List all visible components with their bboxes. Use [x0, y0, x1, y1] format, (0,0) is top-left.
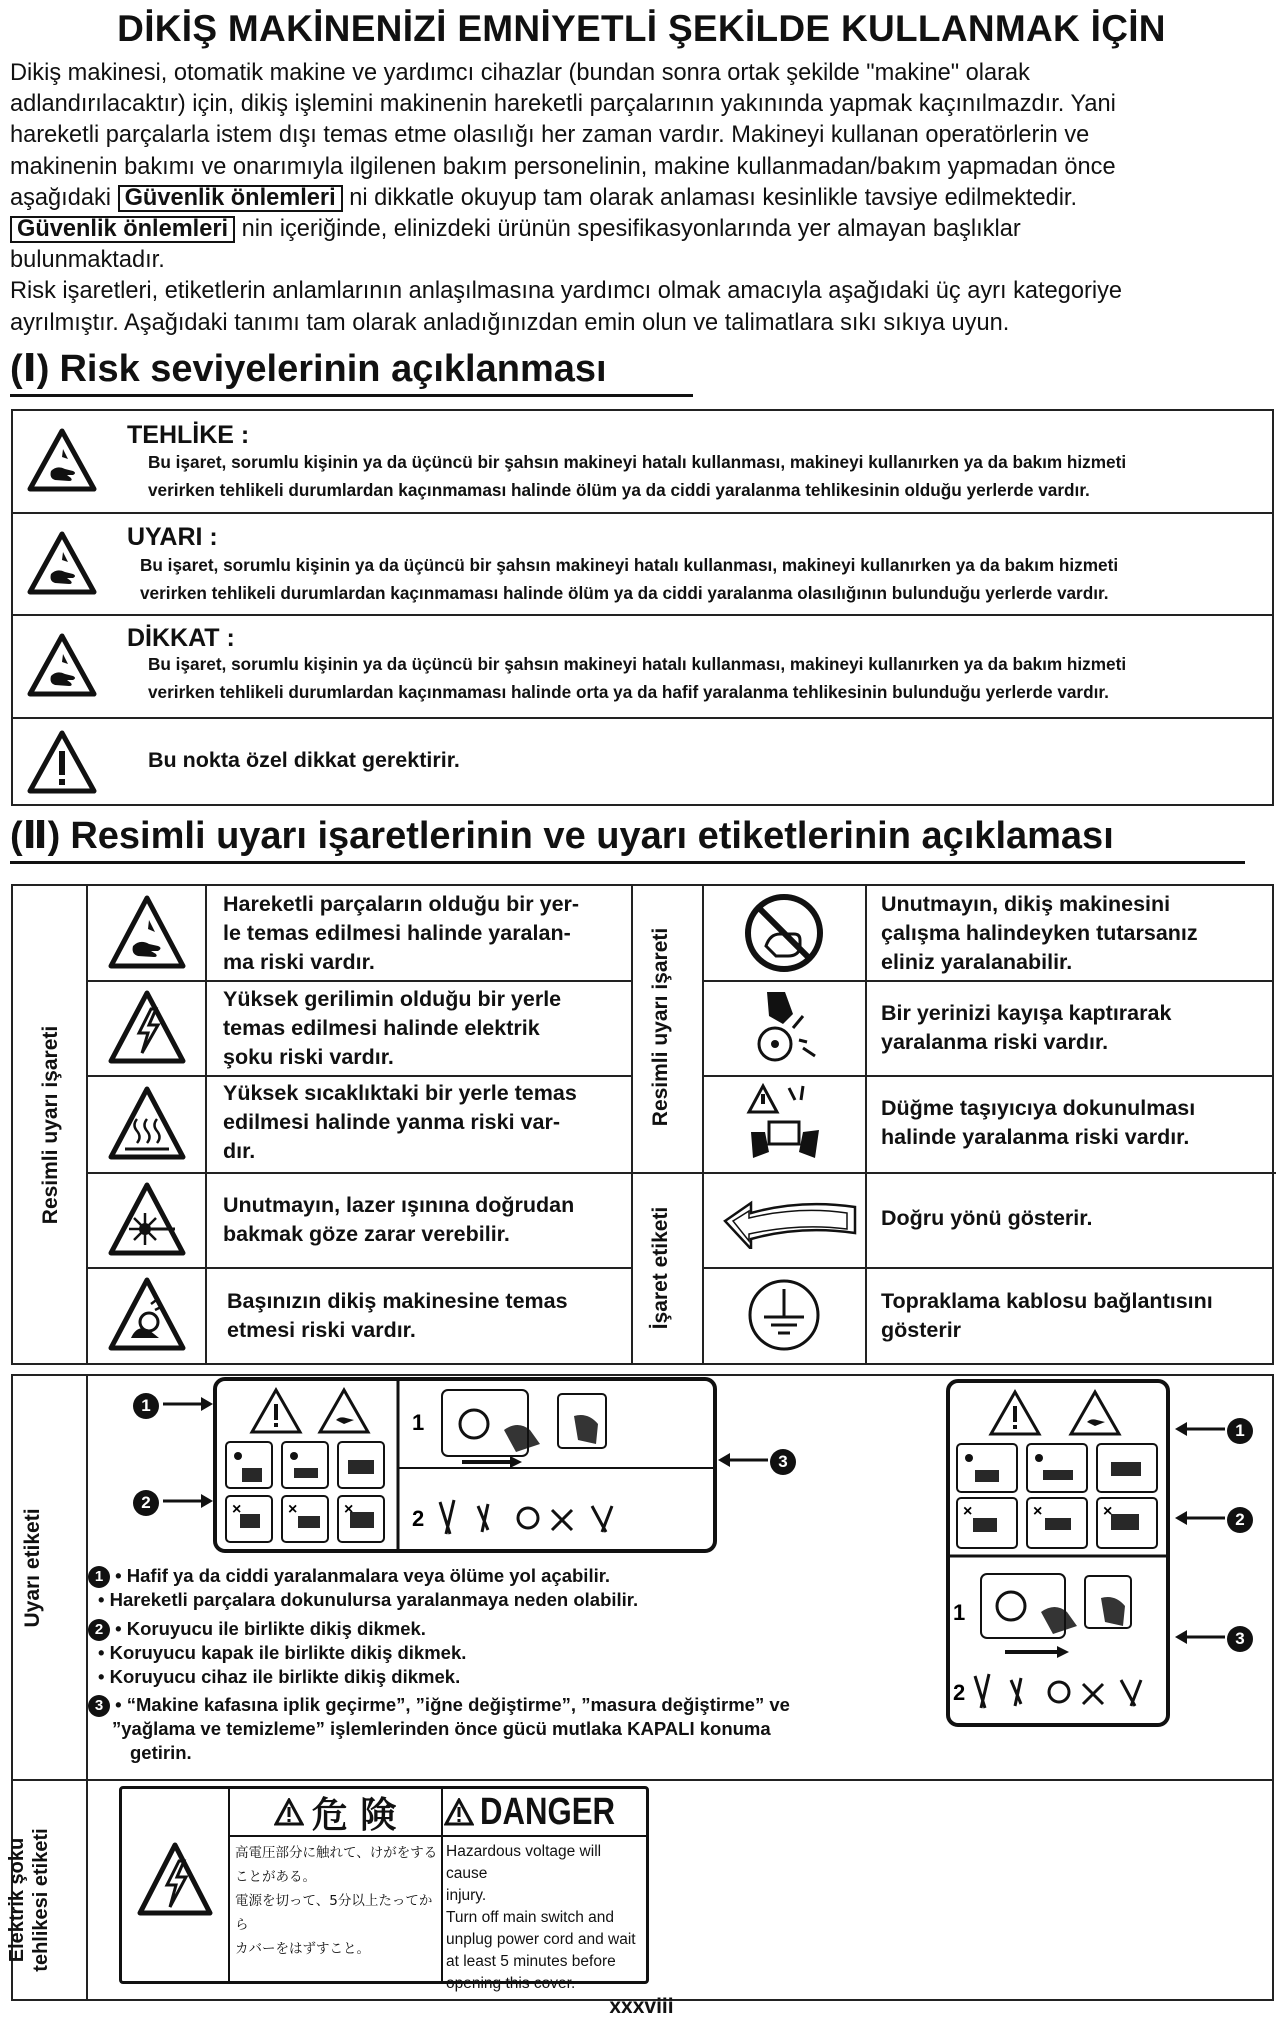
- sign-text-line: yaralanma riski vardır.: [881, 1030, 1109, 1054]
- hot-surface-icon: [107, 1085, 187, 1161]
- warning-label-image-vertical: [945, 1378, 1171, 1728]
- note-3-line-3: getirin.: [130, 1742, 192, 1763]
- risk-text-line: verirken tehlikeli durumlardan kaçınmaması halinde orta ya da hafif yaralanma tehlikesinin bulunduğu yerlerde vardır.: [148, 682, 1109, 702]
- sign-description: [227, 1287, 568, 1345]
- note-2-line-2: • Koruyucu kapak ile birlikte dikiş dikmek.: [98, 1642, 467, 1663]
- risk-text-line: verirken tehlikeli durumlardan kaçınmaması halinde ölüm ya da ciddi yaralanma olasılığının bulunduğu yerlerde vardır.: [140, 583, 1109, 603]
- direction-arrow-icon: [719, 1193, 863, 1249]
- risk-text-line: Bu işaret, sorumlu kişinin ya da üçüncü bir şahsın makineyi hatalı kullanması, makineyi kullanırken ya da bakım hizmeti: [148, 654, 1127, 674]
- intro-text: [10, 58, 1275, 339]
- arrow-left-icon: [1175, 1508, 1225, 1528]
- laser-icon: [107, 1181, 187, 1257]
- sign-text-line: şoku riski vardır.: [223, 1045, 394, 1069]
- arrow-right-icon: [163, 1394, 213, 1414]
- intro-line: ayrılmıştır. Aşağıdaki tanımı tam olarak anladığınızdan emin olun ve talimatlara sıkı sıkıya uyun.: [10, 309, 1010, 336]
- jp-text-line: カバーをはずすこと。: [235, 1941, 370, 1957]
- risk-level-heading: DİKKAT :: [127, 624, 235, 652]
- note-text: • Koruyucu ile birlikte dikiş dikmek.: [115, 1618, 426, 1639]
- page-number: xxxviii: [609, 1995, 674, 2018]
- no-hand-icon: [742, 892, 826, 974]
- intro-line: adlandırılacaktır) için, dikiş işlemini makinenin hareketli parçalarının yakınında yapmak kaçınılmazdır. Yani: [10, 91, 1116, 118]
- callout-2: [133, 1490, 159, 1516]
- sign-text-line: temas edilmesi halinde elektrik: [223, 1016, 540, 1040]
- sign-text-line: dır.: [223, 1139, 256, 1163]
- section-heading-pictorial-signs: [10, 813, 1114, 858]
- en-text-line: opening this cover.: [446, 1975, 576, 1992]
- callout-number: 3: [770, 1449, 796, 1475]
- en-text-line: at least 5 minutes before: [446, 1953, 616, 1970]
- risk-text-line: Bu işaret, sorumlu kişinin ya da üçüncü bir şahsın makineyi hatalı kullanması, makineyi kullanırken ya da bakım hizmeti: [140, 555, 1119, 575]
- sign-text-line: edilmesi halinde yanma riski var-: [223, 1110, 560, 1134]
- sign-text-line: halinde yaralanma riski vardır.: [881, 1125, 1190, 1149]
- note-number: 3: [88, 1695, 110, 1717]
- sign-text-line: ma riski vardır.: [223, 950, 375, 974]
- shock-label-side-label: [5, 1810, 53, 1990]
- sign-text-line: bakmak göze zarar verebilir.: [223, 1222, 510, 1246]
- sign-text-line: Unutmayın, lazer ışınına doğrudan: [223, 1193, 575, 1217]
- ground-icon: [746, 1277, 822, 1353]
- sign-description: [881, 1204, 1092, 1233]
- note-text: • Hafif ya da ciddi yaralanmalara veya ölüme yol açabilir.: [115, 1565, 611, 1586]
- intro-line: [10, 214, 1275, 245]
- shock-label-japanese-panel: [229, 1789, 443, 1981]
- belt-entanglement-icon: [747, 988, 823, 1068]
- shock-label-english-panel: [442, 1789, 646, 1992]
- label-step-number: 1: [412, 1410, 425, 1435]
- callout-1: [1227, 1418, 1253, 1444]
- head-injury-icon: [107, 1276, 187, 1352]
- note-3-line-2: ”yağlama ve temizleme” işlemlerinden önce gücü mutlaka KAPALI konuma: [112, 1718, 771, 1739]
- hand-warning-icon: [27, 632, 97, 698]
- en-text-line: unplug power cord and wait: [446, 1931, 636, 1948]
- intro-line: [10, 183, 1275, 214]
- sign-description: [881, 890, 1198, 977]
- exclamation-warning-icon: [27, 729, 97, 795]
- callout-3: [770, 1449, 796, 1475]
- intro-line: makinenin bakımı ve onarımıyla ilgilenen bakım personelinin, makine kullanmadan/bakım yapmadan önce: [10, 153, 1116, 180]
- pictorial-sign-side-label: Resimli uyarı işareti: [39, 1025, 62, 1225]
- sign-text-line: Doğru yönü gösterir.: [881, 1206, 1093, 1230]
- electric-shock-label: [119, 1786, 649, 1992]
- callout-number: 1: [1227, 1418, 1253, 1444]
- risk-row-danger: [13, 411, 1272, 514]
- intro-text-part: aşağıdaki: [10, 184, 111, 211]
- sign-text-line: Başınızın dikiş makinesine temas: [227, 1289, 568, 1313]
- risk-level-heading: UYARI :: [127, 523, 218, 551]
- risk-text-line: verirken tehlikeli durumlardan kaçınmaması halinde ölüm ya da ciddi yaralanma tehlikesinin olduğu yerlerde vardır.: [148, 480, 1090, 500]
- jp-text-line: ことがある。: [235, 1869, 316, 1885]
- note-1: [88, 1563, 610, 1588]
- sign-text-line: Yüksek sıcaklıktaki bir yerle temas: [223, 1081, 577, 1105]
- jp-text-line: 高電圧部分に触れて、けがをする: [235, 1845, 438, 1861]
- sign-text-line: Unutmayın, dikiş makinesini: [881, 892, 1171, 916]
- sign-text-line: Bir yerinizi kayışa kaptırarak: [881, 1001, 1172, 1025]
- jp-danger-heading: 危 険: [311, 1794, 397, 1836]
- safety-precautions-box: Güvenlik önlemleri: [118, 185, 343, 212]
- sign-text-line: Yüksek gerilimin olduğu bir yerle: [223, 987, 562, 1011]
- callout-number: 2: [1227, 1507, 1253, 1533]
- label-step-number: 1: [953, 1600, 966, 1625]
- note-1-line-2: • Hareketli parçalara dokunulursa yaralanmaya neden olabilir.: [98, 1589, 639, 1610]
- en-text-line: injury.: [446, 1887, 487, 1904]
- svg-text:×: ×: [288, 1501, 298, 1518]
- risk-level-description: Bu nokta özel dikkat gerektirir.: [148, 748, 460, 772]
- sign-description: [881, 1094, 1195, 1152]
- intro-line: Risk işaretleri, etiketlerin anlamlarının anlaşılmasına yardımcı olmak amacıyla aşağıdaki üç ayrı kategoriye: [10, 278, 1122, 305]
- callout-3: [1227, 1626, 1253, 1652]
- callout-number: 1: [133, 1393, 159, 1419]
- button-carrier-icon: [745, 1082, 825, 1166]
- pictorial-sign-side-label: Resimli uyarı işareti: [649, 927, 672, 1127]
- hand-warning-icon: [27, 427, 97, 493]
- svg-text:×: ×: [963, 1503, 973, 1520]
- sign-text-line: Hareketli parçaların olduğu bir yer-: [223, 892, 580, 916]
- risk-level-heading: TEHLİKE :: [127, 421, 250, 449]
- sign-text-line: eliniz yaralanabilir.: [881, 950, 1073, 974]
- callout-1: [133, 1393, 159, 1419]
- arrow-right-icon: [163, 1491, 213, 1511]
- label-step-number: 2: [412, 1506, 425, 1531]
- section-roman-numeral: (Ⅰ): [10, 348, 50, 390]
- intro-line: Dikiş makinesi, otomatik makine ve yardımcı cihazlar (bundan sonra ortak şekilde "makine" olarak: [10, 60, 1030, 86]
- risk-row-attention: [13, 719, 1272, 806]
- risk-row-warning: [13, 514, 1272, 616]
- safety-precautions-box: Güvenlik önlemleri: [10, 216, 235, 243]
- callout-number: 2: [133, 1490, 159, 1516]
- risk-level-description: [148, 448, 1258, 504]
- section-heading-risk-levels: [10, 346, 607, 391]
- warning-label-section: [6, 1374, 1274, 2001]
- moving-parts-icon: [107, 894, 187, 970]
- shock-label-icon-panel: [122, 1789, 230, 1981]
- risk-level-description: [140, 551, 1258, 607]
- sign-label-side-label: İşaret etiketi: [649, 1206, 672, 1330]
- high-voltage-icon: [107, 989, 187, 1065]
- svg-text:×: ×: [1033, 1503, 1043, 1520]
- en-text-line: Hazardous voltage will cause: [446, 1843, 602, 1882]
- warning-triangle-icon: [274, 1798, 304, 1826]
- section-roman-numeral: (Ⅱ): [10, 815, 61, 857]
- section-underline: [10, 861, 1245, 864]
- en-danger-heading: DANGER: [479, 1790, 615, 1833]
- side-label-line: tehlikesi etiketi: [30, 1828, 52, 1972]
- note-2-line-3: • Koruyucu cihaz ile birlikte dikiş dikmek.: [98, 1666, 461, 1687]
- risk-text-line: Bu işaret, sorumlu kişinin ya da üçüncü bir şahsın makineyi hatalı kullanması, makineyi kullanırken ya da bakım hizmeti: [148, 452, 1127, 472]
- sign-description: [223, 1191, 574, 1249]
- sign-description: [223, 890, 579, 977]
- note-text: • “Makine kafasına iplik geçirme”, ”iğne değiştirme”, ”masura değiştirme” ve: [115, 1694, 790, 1715]
- hand-warning-icon: [27, 530, 97, 596]
- note-3: [88, 1692, 790, 1717]
- risk-level-description: [148, 650, 1258, 706]
- warning-label-image-horizontal: [212, 1376, 718, 1554]
- sign-text-line: çalışma halindeyken tutarsanız: [881, 921, 1198, 945]
- svg-text:×: ×: [232, 1501, 242, 1518]
- intro-text-part: nin içeriğinde, elinizdeki ürünün spesifikasyonlarında yer almayan başlıklar: [241, 216, 1021, 243]
- intro-line: bulunmaktadır.: [10, 247, 165, 274]
- pictorial-signs-table: [11, 884, 1274, 1365]
- sign-description: [223, 985, 561, 1072]
- risk-row-caution: [13, 616, 1272, 719]
- side-label-line: Elektrik şoku: [6, 1837, 28, 1963]
- intro-line: hareketli parçalarla istem dışı temas etme olasılığı her zaman vardır. Makineyi kullanan operatörlerin ve: [10, 122, 1090, 149]
- arrow-left-icon: [1175, 1627, 1225, 1647]
- arrow-left-icon: [1175, 1419, 1225, 1439]
- arrow-left-icon: [718, 1450, 768, 1470]
- section-underline: [10, 394, 693, 397]
- sign-text-line: le temas edilmesi halinde yaralan-: [223, 921, 571, 945]
- en-text-line: Turn off main switch and: [446, 1909, 614, 1926]
- sign-description: [223, 1079, 577, 1166]
- intro-text-part: ni dikkatle okuyup tam olarak anlaması kesinlikle tavsiye edilmektedir.: [349, 184, 1078, 211]
- svg-text:×: ×: [1103, 1503, 1113, 1520]
- note-2: [88, 1616, 426, 1641]
- note-number: 2: [88, 1619, 110, 1641]
- sign-text-line: Topraklama kablosu bağlantısını: [881, 1289, 1213, 1313]
- note-number: 1: [88, 1566, 110, 1588]
- label-step-number: 2: [953, 1680, 966, 1705]
- callout-2: [1227, 1507, 1253, 1533]
- warning-label-side-label: Uyarı etiketi: [21, 1508, 44, 1628]
- sign-description: [881, 1287, 1213, 1345]
- en-danger-text: [446, 1841, 646, 1995]
- sign-text-line: etmesi riski vardır.: [227, 1318, 416, 1342]
- page-title: DİKİŞ MAKİNENİZİ EMNİYETLİ ŞEKİLDE KULLANMAK İÇİN: [117, 8, 1166, 49]
- callout-number: 3: [1227, 1626, 1253, 1652]
- jp-text-line: 電源を切って、5分以上たってから: [235, 1893, 433, 1933]
- risk-levels-table: [11, 409, 1274, 806]
- sign-text-line: Düğme taşıyıcıya dokunulması: [881, 1096, 1196, 1120]
- sign-description: [881, 999, 1171, 1057]
- svg-text:×: ×: [344, 1501, 354, 1518]
- warning-triangle-icon: [444, 1798, 474, 1826]
- section-title: Risk seviyelerinin açıklanması: [59, 348, 607, 390]
- section-title: Resimli uyarı işaretlerinin ve uyarı etiketlerinin açıklaması: [70, 815, 1114, 857]
- jp-danger-text: [235, 1841, 441, 1961]
- sign-text-line: gösterir: [881, 1318, 962, 1342]
- high-voltage-icon: [136, 1841, 214, 1917]
